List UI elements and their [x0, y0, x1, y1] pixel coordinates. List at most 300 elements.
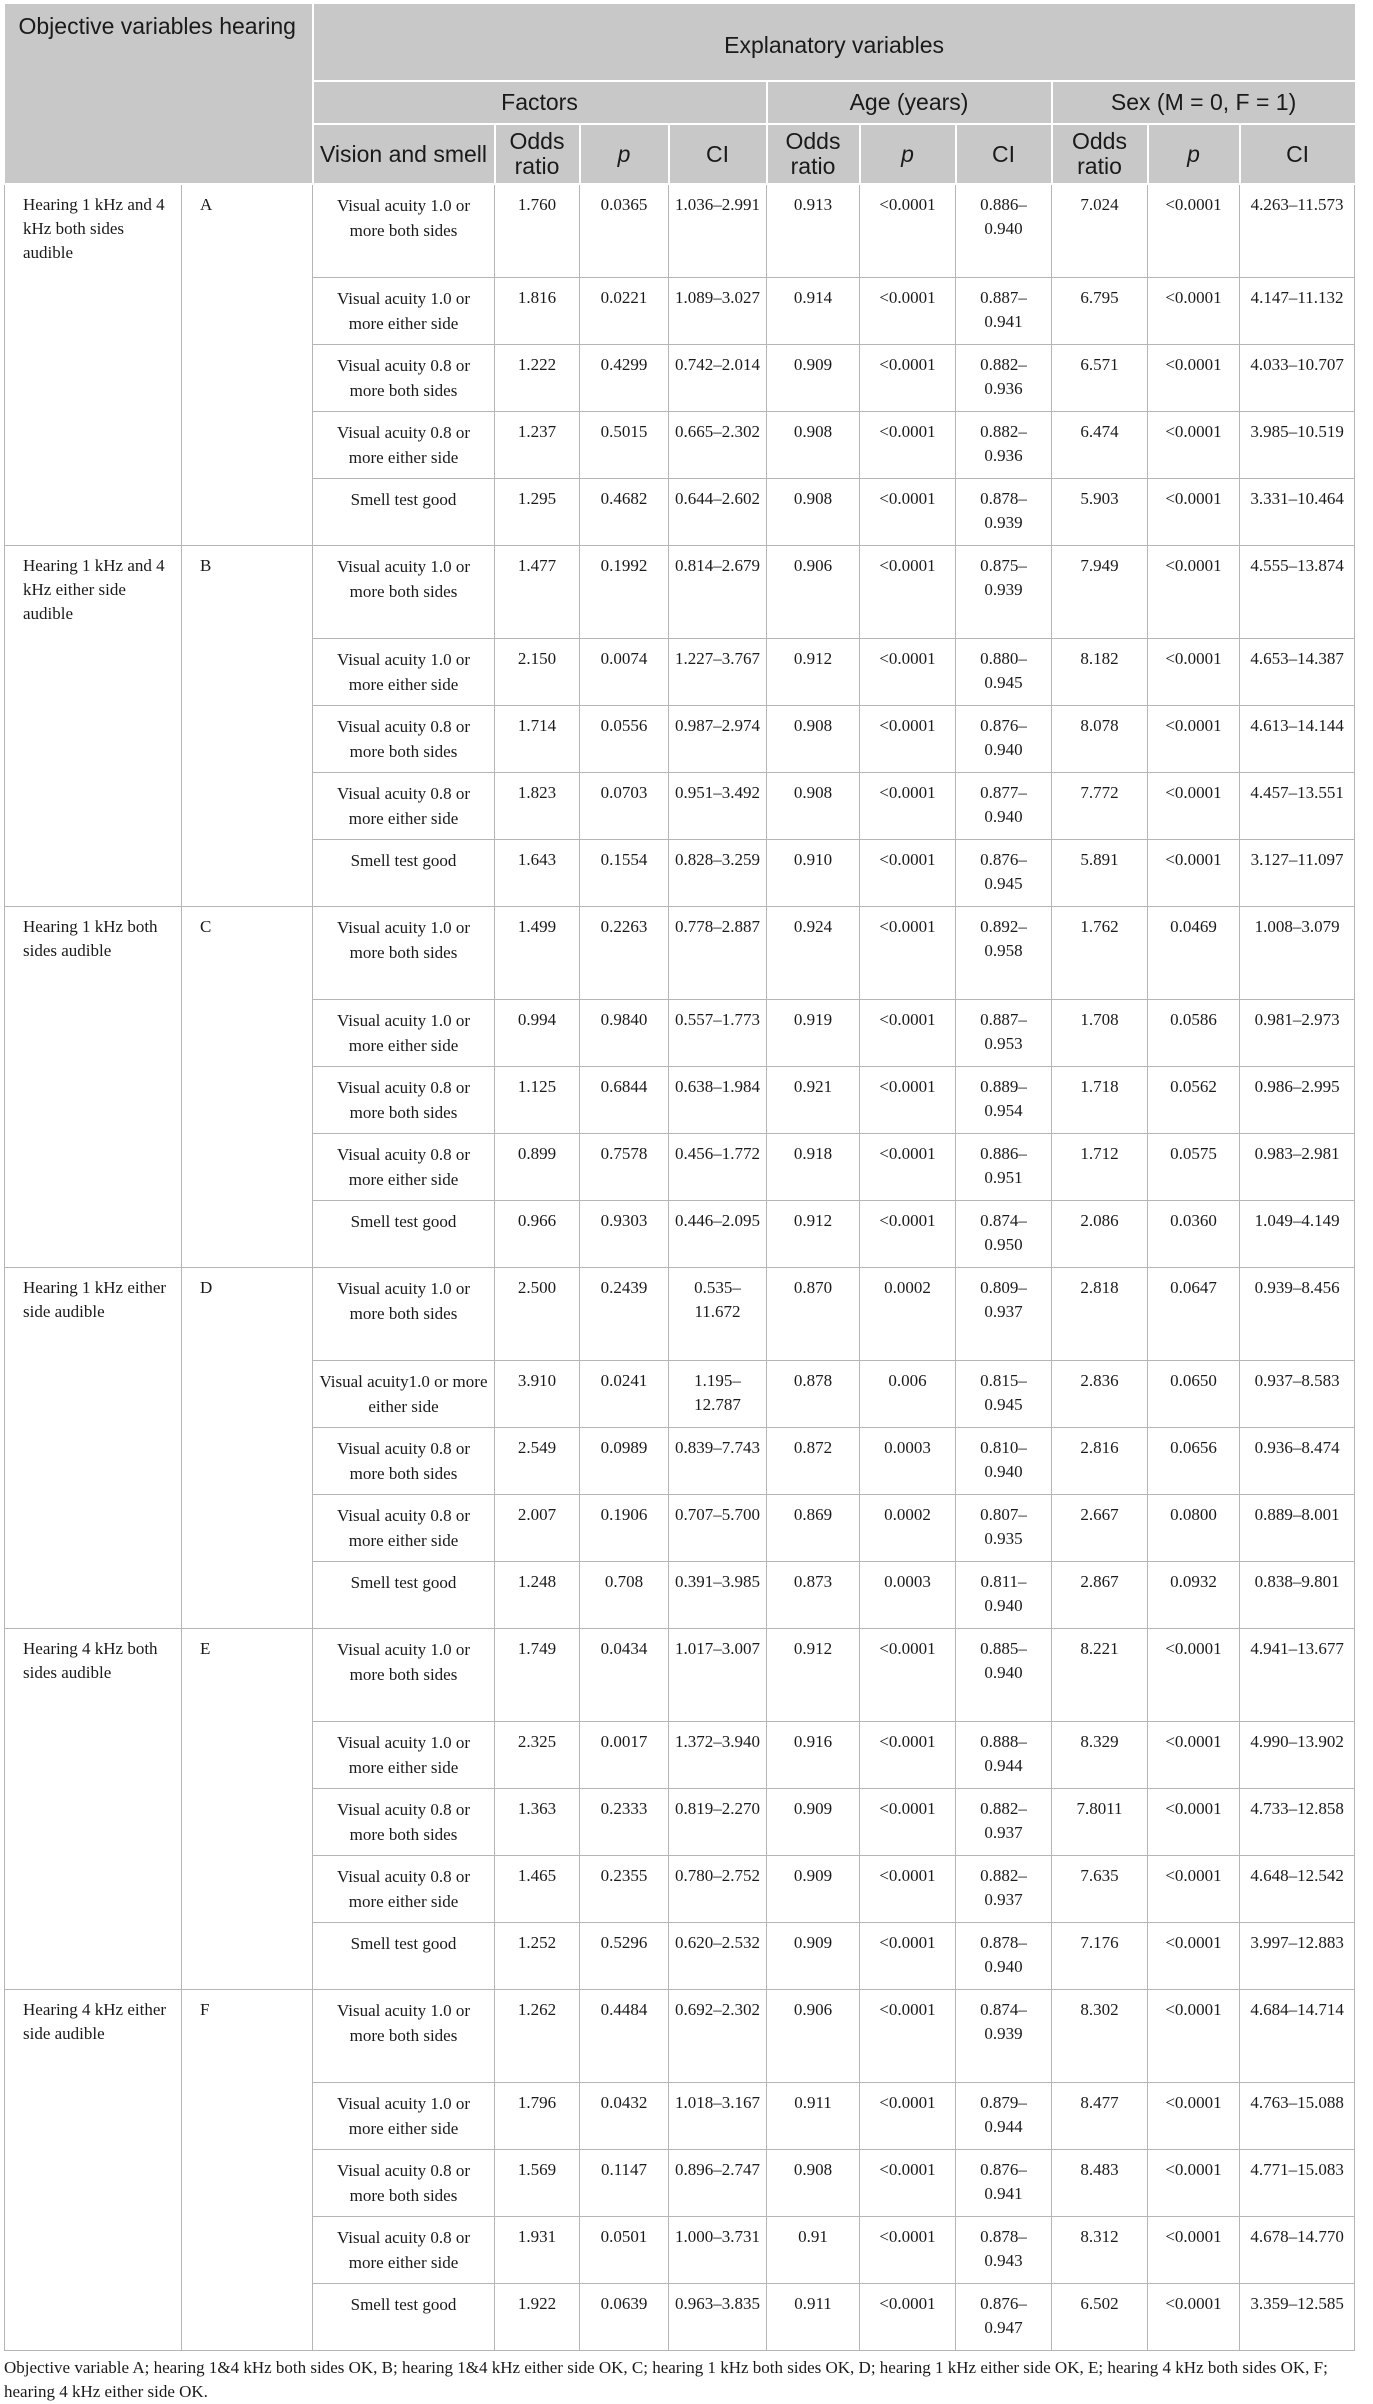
objective-variable-label: D [182, 1268, 313, 1629]
age-ci-cell: 0.882–0.937 [956, 1789, 1052, 1856]
factors-odds-ratio-cell: 1.237 [495, 412, 580, 479]
age-p-value-cell: 0.0003 [860, 1428, 956, 1495]
factors-p-value-cell: 0.4484 [580, 1990, 669, 2083]
age-p-value-cell: <0.0001 [860, 1201, 956, 1268]
table-row [5, 546, 1355, 639]
factors-odds-ratio-cell: 1.823 [495, 773, 580, 840]
factors-odds-ratio-cell: 0.966 [495, 1201, 580, 1268]
factors-odds-ratio-cell: 1.125 [495, 1067, 580, 1134]
sex-odds-ratio-cell: 1.712 [1052, 1134, 1148, 1201]
sex-odds-ratio-cell: 5.903 [1052, 479, 1148, 546]
objective-variable-label: F [182, 1990, 313, 2351]
sex-p-value-cell: 0.0932 [1148, 1562, 1240, 1629]
age-odds-ratio-cell: 0.909 [767, 345, 860, 412]
sex-ci-cell: 0.939–8.456 [1240, 1268, 1355, 1361]
factor-cell: Visual acuity1.0 or more either side [313, 1361, 495, 1428]
sex-p-value-cell: <0.0001 [1148, 1856, 1240, 1923]
factor-cell: Smell test good [313, 1923, 495, 1990]
factors-ci-cell: 0.839–7.743 [669, 1428, 767, 1495]
factors-odds-ratio-cell: 1.499 [495, 907, 580, 1000]
sex-p-value-cell: 0.0650 [1148, 1361, 1240, 1428]
factors-odds-ratio-cell: 1.931 [495, 2217, 580, 2284]
odds-ratio-header: Odds ratio [1052, 124, 1148, 184]
objective-variables-header: Objective variables hearing [5, 4, 313, 184]
sex-ci-cell: 3.997–12.883 [1240, 1923, 1355, 1990]
age-ci-cell: 0.878–0.939 [956, 479, 1052, 546]
sex-p-value-cell: 0.0800 [1148, 1495, 1240, 1562]
age-ci-cell: 0.882–0.937 [956, 1856, 1052, 1923]
factor-cell: Smell test good [313, 2284, 495, 2351]
factor-cell: Visual acuity 1.0 or more either side [313, 1722, 495, 1789]
factor-cell: Visual acuity 1.0 or more either side [313, 639, 495, 706]
age-odds-ratio-cell: 0.908 [767, 706, 860, 773]
p-value-header: p [1148, 124, 1240, 184]
factor-cell: Visual acuity 0.8 or more both sides [313, 1428, 495, 1495]
age-p-value-cell: <0.0001 [860, 1134, 956, 1201]
factors-p-value-cell: 0.1992 [580, 546, 669, 639]
sex-ci-cell: 3.127–11.097 [1240, 840, 1355, 907]
age-odds-ratio-cell: 0.918 [767, 1134, 860, 1201]
sex-odds-ratio-cell: 1.718 [1052, 1067, 1148, 1134]
ci-header: CI [956, 124, 1052, 184]
sex-ci-cell: 4.263–11.573 [1240, 184, 1355, 278]
age-p-value-cell: 0.006 [860, 1361, 956, 1428]
sex-p-value-cell: 0.0469 [1148, 907, 1240, 1000]
factors-p-value-cell: 0.0074 [580, 639, 669, 706]
sex-p-value-cell: 0.0360 [1148, 1201, 1240, 1268]
factor-cell: Smell test good [313, 840, 495, 907]
sex-odds-ratio-cell: 8.312 [1052, 2217, 1148, 2284]
factor-cell: Visual acuity 0.8 or more both sides [313, 345, 495, 412]
factors-p-value-cell: 0.7578 [580, 1134, 669, 1201]
factors-ci-cell: 1.195–12.787 [669, 1361, 767, 1428]
sex-ci-cell: 4.613–14.144 [1240, 706, 1355, 773]
sex-ci-cell: 1.049–4.149 [1240, 1201, 1355, 1268]
sex-p-value-cell: <0.0001 [1148, 546, 1240, 639]
sex-odds-ratio-cell: 5.891 [1052, 840, 1148, 907]
factors-p-value-cell: 0.9840 [580, 1000, 669, 1067]
age-odds-ratio-cell: 0.872 [767, 1428, 860, 1495]
factors-ci-cell: 0.896–2.747 [669, 2150, 767, 2217]
sex-odds-ratio-cell: 7.635 [1052, 1856, 1148, 1923]
factors-ci-cell: 0.707–5.700 [669, 1495, 767, 1562]
sex-odds-ratio-cell: 7.176 [1052, 1923, 1148, 1990]
age-ci-cell: 0.876–0.940 [956, 706, 1052, 773]
age-odds-ratio-cell: 0.914 [767, 278, 860, 345]
odds-ratio-table [4, 4, 1355, 2351]
sex-ci-cell: 4.457–13.551 [1240, 773, 1355, 840]
factors-p-value-cell: 0.0703 [580, 773, 669, 840]
table-row [5, 1990, 1355, 2083]
age-odds-ratio-cell: 0.909 [767, 1856, 860, 1923]
age-odds-ratio-cell: 0.910 [767, 840, 860, 907]
age-p-value-cell: <0.0001 [860, 1067, 956, 1134]
sex-p-value-cell: <0.0001 [1148, 773, 1240, 840]
age-odds-ratio-cell: 0.913 [767, 184, 860, 278]
factors-ci-cell: 1.227–3.767 [669, 639, 767, 706]
sex-p-value-cell: <0.0001 [1148, 1923, 1240, 1990]
age-p-value-cell: <0.0001 [860, 773, 956, 840]
sex-odds-ratio-cell: 7.949 [1052, 546, 1148, 639]
factor-cell: Visual acuity 0.8 or more either side [313, 412, 495, 479]
sex-ci-cell: 0.937–8.583 [1240, 1361, 1355, 1428]
factor-cell: Visual acuity 0.8 or more either side [313, 1856, 495, 1923]
sex-odds-ratio-cell: 7.024 [1052, 184, 1148, 278]
factors-odds-ratio-cell: 1.922 [495, 2284, 580, 2351]
factors-odds-ratio-cell: 1.477 [495, 546, 580, 639]
factors-ci-cell: 0.446–2.095 [669, 1201, 767, 1268]
sex-ci-cell: 4.555–13.874 [1240, 546, 1355, 639]
objective-variable-name: Hearing 4 kHz both sides audible [5, 1629, 182, 1990]
factors-p-value-cell: 0.0434 [580, 1629, 669, 1722]
factor-cell: Visual acuity 0.8 or more either side [313, 1495, 495, 1562]
sex-p-value-cell: <0.0001 [1148, 345, 1240, 412]
factors-p-value-cell: 0.0639 [580, 2284, 669, 2351]
sex-p-value-cell: 0.0586 [1148, 1000, 1240, 1067]
factors-odds-ratio-cell: 1.796 [495, 2083, 580, 2150]
sex-ci-cell: 0.981–2.973 [1240, 1000, 1355, 1067]
age-odds-ratio-cell: 0.906 [767, 1990, 860, 2083]
age-ci-cell: 0.879–0.944 [956, 2083, 1052, 2150]
objective-variable-name: Hearing 1 kHz both sides audible [5, 907, 182, 1268]
age-ci-cell: 0.807–0.935 [956, 1495, 1052, 1562]
factors-odds-ratio-cell: 2.500 [495, 1268, 580, 1361]
sex-odds-ratio-cell: 6.502 [1052, 2284, 1148, 2351]
sex-odds-ratio-cell: 2.836 [1052, 1361, 1148, 1428]
factors-odds-ratio-cell: 1.465 [495, 1856, 580, 1923]
factor-cell: Visual acuity 1.0 or more both sides [313, 907, 495, 1000]
sex-odds-ratio-cell: 8.302 [1052, 1990, 1148, 2083]
table-footnote: Objective variable A; hearing 1&4 kHz both sides OK, B; hearing 1&4 kHz either side OK, C; hearing 1 kHz both sides OK, D; hearing 1 kHz either side OK, E; hearing 4 kHz both sides OK, F; hearing 4 kHz either side OK. [4, 2358, 1328, 2401]
age-odds-ratio-cell: 0.924 [767, 907, 860, 1000]
factor-cell: Smell test good [313, 1201, 495, 1268]
factors-ci-cell: 1.036–2.991 [669, 184, 767, 278]
factors-p-value-cell: 0.6844 [580, 1067, 669, 1134]
factor-cell: Visual acuity 1.0 or more both sides [313, 1629, 495, 1722]
factor-cell: Visual acuity 1.0 or more both sides [313, 1990, 495, 2083]
factors-p-value-cell: 0.2333 [580, 1789, 669, 1856]
age-p-value-cell: <0.0001 [860, 1722, 956, 1789]
objective-variable-name: Hearing 1 kHz and 4 kHz either side audible [5, 546, 182, 907]
age-ci-cell: 0.809–0.937 [956, 1268, 1052, 1361]
factors-ci-cell: 0.557–1.773 [669, 1000, 767, 1067]
table-row [5, 1268, 1355, 1361]
age-ci-cell: 0.876–0.945 [956, 840, 1052, 907]
age-ci-cell: 0.889–0.954 [956, 1067, 1052, 1134]
age-p-value-cell: <0.0001 [860, 1856, 956, 1923]
factors-ci-cell: 1.372–3.940 [669, 1722, 767, 1789]
table-row [5, 907, 1355, 1000]
objective-variable-label: B [182, 546, 313, 907]
vision-smell-header: Vision and smell [313, 124, 495, 184]
age-p-value-cell: 0.0002 [860, 1495, 956, 1562]
sex-p-value-cell: <0.0001 [1148, 184, 1240, 278]
sex-ci-cell: 0.936–8.474 [1240, 1428, 1355, 1495]
age-odds-ratio-cell: 0.912 [767, 1629, 860, 1722]
factors-p-value-cell: 0.708 [580, 1562, 669, 1629]
sex-p-value-cell: <0.0001 [1148, 412, 1240, 479]
sex-odds-ratio-cell: 7.8011 [1052, 1789, 1148, 1856]
factors-odds-ratio-cell: 1.643 [495, 840, 580, 907]
factor-cell: Visual acuity 0.8 or more either side [313, 773, 495, 840]
objective-variable-label: A [182, 184, 313, 546]
age-p-value-cell: <0.0001 [860, 412, 956, 479]
age-ci-cell: 0.880–0.945 [956, 639, 1052, 706]
factors-odds-ratio-cell: 1.760 [495, 184, 580, 278]
age-p-value-cell: 0.0002 [860, 1268, 956, 1361]
age-odds-ratio-cell: 0.91 [767, 2217, 860, 2284]
age-ci-cell: 0.886–0.940 [956, 184, 1052, 278]
age-odds-ratio-cell: 0.878 [767, 1361, 860, 1428]
sex-odds-ratio-cell: 8.477 [1052, 2083, 1148, 2150]
factors-p-value-cell: 0.0241 [580, 1361, 669, 1428]
sex-header: Sex (M = 0, F = 1) [1052, 81, 1355, 124]
factors-odds-ratio-cell: 1.816 [495, 278, 580, 345]
factors-ci-cell: 1.017–3.007 [669, 1629, 767, 1722]
age-ci-cell: 0.810–0.940 [956, 1428, 1052, 1495]
age-ci-cell: 0.887–0.941 [956, 278, 1052, 345]
table-header [5, 4, 1355, 184]
factors-odds-ratio-cell: 1.262 [495, 1990, 580, 2083]
factors-ci-cell: 0.987–2.974 [669, 706, 767, 773]
factors-ci-cell: 0.644–2.602 [669, 479, 767, 546]
age-p-value-cell: <0.0001 [860, 278, 956, 345]
factors-p-value-cell: 0.0501 [580, 2217, 669, 2284]
sex-ci-cell: 4.678–14.770 [1240, 2217, 1355, 2284]
factors-p-value-cell: 0.0989 [580, 1428, 669, 1495]
age-ci-cell: 0.886–0.951 [956, 1134, 1052, 1201]
age-ci-cell: 0.892–0.958 [956, 907, 1052, 1000]
factors-p-value-cell: 0.9303 [580, 1201, 669, 1268]
factors-p-value-cell: 0.1147 [580, 2150, 669, 2217]
sex-p-value-cell: <0.0001 [1148, 1990, 1240, 2083]
table-row [5, 184, 1355, 278]
age-p-value-cell: <0.0001 [860, 184, 956, 278]
factor-cell: Visual acuity 0.8 or more both sides [313, 706, 495, 773]
factors-odds-ratio-cell: 2.325 [495, 1722, 580, 1789]
factors-p-value-cell: 0.5296 [580, 1923, 669, 1990]
age-ci-cell: 0.882–0.936 [956, 345, 1052, 412]
sex-ci-cell: 4.653–14.387 [1240, 639, 1355, 706]
age-odds-ratio-cell: 0.873 [767, 1562, 860, 1629]
age-p-value-cell: <0.0001 [860, 2217, 956, 2284]
sex-ci-cell: 4.733–12.858 [1240, 1789, 1355, 1856]
factors-odds-ratio-cell: 1.749 [495, 1629, 580, 1722]
age-ci-cell: 0.877–0.940 [956, 773, 1052, 840]
factors-p-value-cell: 0.2439 [580, 1268, 669, 1361]
age-p-value-cell: <0.0001 [860, 907, 956, 1000]
factors-ci-cell: 0.692–2.302 [669, 1990, 767, 2083]
age-odds-ratio-cell: 0.906 [767, 546, 860, 639]
sex-ci-cell: 3.359–12.585 [1240, 2284, 1355, 2351]
sex-ci-cell: 4.763–15.088 [1240, 2083, 1355, 2150]
sex-p-value-cell: <0.0001 [1148, 2284, 1240, 2351]
sex-p-value-cell: <0.0001 [1148, 706, 1240, 773]
ci-header: CI [669, 124, 767, 184]
sex-p-value-cell: 0.0562 [1148, 1067, 1240, 1134]
objective-variable-label: C [182, 907, 313, 1268]
sex-odds-ratio-cell: 2.816 [1052, 1428, 1148, 1495]
factors-p-value-cell: 0.4299 [580, 345, 669, 412]
objective-variable-name: Hearing 4 kHz either side audible [5, 1990, 182, 2351]
age-p-value-cell: <0.0001 [860, 706, 956, 773]
objective-variable-label: E [182, 1629, 313, 1990]
sex-ci-cell: 3.985–10.519 [1240, 412, 1355, 479]
odds-ratio-header: Odds ratio [495, 124, 580, 184]
sex-p-value-cell: <0.0001 [1148, 1789, 1240, 1856]
factors-ci-cell: 0.391–3.985 [669, 1562, 767, 1629]
factors-odds-ratio-cell: 3.910 [495, 1361, 580, 1428]
age-ci-cell: 0.876–0.941 [956, 2150, 1052, 2217]
factors-p-value-cell: 0.0556 [580, 706, 669, 773]
sex-ci-cell: 4.941–13.677 [1240, 1629, 1355, 1722]
factors-ci-cell: 0.742–2.014 [669, 345, 767, 412]
factors-odds-ratio-cell: 1.569 [495, 2150, 580, 2217]
age-p-value-cell: <0.0001 [860, 1789, 956, 1856]
factors-p-value-cell: 0.1906 [580, 1495, 669, 1562]
ci-header: CI [1240, 124, 1355, 184]
sex-p-value-cell: 0.0647 [1148, 1268, 1240, 1361]
sex-p-value-cell: <0.0001 [1148, 1629, 1240, 1722]
age-odds-ratio-cell: 0.911 [767, 2083, 860, 2150]
age-odds-ratio-cell: 0.908 [767, 2150, 860, 2217]
sex-p-value-cell: <0.0001 [1148, 278, 1240, 345]
factors-p-value-cell: 0.2263 [580, 907, 669, 1000]
sex-ci-cell: 4.147–11.132 [1240, 278, 1355, 345]
age-odds-ratio-cell: 0.909 [767, 1789, 860, 1856]
sex-p-value-cell: <0.0001 [1148, 2083, 1240, 2150]
factor-cell: Visual acuity 1.0 or more either side [313, 2083, 495, 2150]
age-odds-ratio-cell: 0.921 [767, 1067, 860, 1134]
factors-p-value-cell: 0.1554 [580, 840, 669, 907]
factors-odds-ratio-cell: 1.295 [495, 479, 580, 546]
factors-odds-ratio-cell: 2.150 [495, 639, 580, 706]
sex-odds-ratio-cell: 1.762 [1052, 907, 1148, 1000]
sex-odds-ratio-cell: 8.221 [1052, 1629, 1148, 1722]
results-table-container [4, 4, 1354, 2404]
sex-p-value-cell: <0.0001 [1148, 2217, 1240, 2284]
factors-header: Factors [313, 81, 767, 124]
sex-ci-cell: 0.983–2.981 [1240, 1134, 1355, 1201]
factor-cell: Visual acuity 1.0 or more either side [313, 1000, 495, 1067]
age-p-value-cell: <0.0001 [860, 345, 956, 412]
table-body [5, 184, 1355, 2351]
factors-ci-cell: 1.000–3.731 [669, 2217, 767, 2284]
sex-odds-ratio-cell: 8.078 [1052, 706, 1148, 773]
sex-ci-cell: 4.033–10.707 [1240, 345, 1355, 412]
sex-odds-ratio-cell: 2.867 [1052, 1562, 1148, 1629]
p-value-header: p [860, 124, 956, 184]
factor-cell: Visual acuity 1.0 or more both sides [313, 546, 495, 639]
sex-ci-cell: 0.889–8.001 [1240, 1495, 1355, 1562]
sex-ci-cell: 3.331–10.464 [1240, 479, 1355, 546]
age-p-value-cell: <0.0001 [860, 546, 956, 639]
age-p-value-cell: <0.0001 [860, 2083, 956, 2150]
factors-odds-ratio-cell: 1.248 [495, 1562, 580, 1629]
factor-cell: Visual acuity 1.0 or more either side [313, 278, 495, 345]
factors-ci-cell: 0.963–3.835 [669, 2284, 767, 2351]
age-odds-ratio-cell: 0.912 [767, 639, 860, 706]
factors-p-value-cell: 0.0432 [580, 2083, 669, 2150]
age-ci-cell: 0.885–0.940 [956, 1629, 1052, 1722]
factor-cell: Visual acuity 1.0 or more both sides [313, 184, 495, 278]
factors-odds-ratio-cell: 2.549 [495, 1428, 580, 1495]
factors-ci-cell: 0.638–1.984 [669, 1067, 767, 1134]
factor-cell: Visual acuity 0.8 or more either side [313, 2217, 495, 2284]
age-p-value-cell: <0.0001 [860, 1990, 956, 2083]
factor-cell: Visual acuity 0.8 or more both sides [313, 2150, 495, 2217]
factors-ci-cell: 0.535–11.672 [669, 1268, 767, 1361]
factors-p-value-cell: 0.5015 [580, 412, 669, 479]
age-ci-cell: 0.878–0.943 [956, 2217, 1052, 2284]
age-ci-cell: 0.876–0.947 [956, 2284, 1052, 2351]
odds-ratio-header: Odds ratio [767, 124, 860, 184]
sex-ci-cell: 4.648–12.542 [1240, 1856, 1355, 1923]
age-p-value-cell: <0.0001 [860, 840, 956, 907]
factor-cell: Smell test good [313, 479, 495, 546]
factors-ci-cell: 0.828–3.259 [669, 840, 767, 907]
sex-odds-ratio-cell: 2.086 [1052, 1201, 1148, 1268]
factors-odds-ratio-cell: 0.994 [495, 1000, 580, 1067]
sex-p-value-cell: 0.0656 [1148, 1428, 1240, 1495]
age-odds-ratio-cell: 0.870 [767, 1268, 860, 1361]
factors-ci-cell: 0.620–2.532 [669, 1923, 767, 1990]
age-odds-ratio-cell: 0.911 [767, 2284, 860, 2351]
age-odds-ratio-cell: 0.919 [767, 1000, 860, 1067]
sex-odds-ratio-cell: 6.795 [1052, 278, 1148, 345]
age-p-value-cell: <0.0001 [860, 1923, 956, 1990]
age-p-value-cell: <0.0001 [860, 479, 956, 546]
factors-odds-ratio-cell: 1.714 [495, 706, 580, 773]
objective-variable-name: Hearing 1 kHz and 4 kHz both sides audible [5, 184, 182, 546]
sex-ci-cell: 1.008–3.079 [1240, 907, 1355, 1000]
sex-p-value-cell: <0.0001 [1148, 840, 1240, 907]
age-ci-cell: 0.878–0.940 [956, 1923, 1052, 1990]
factors-p-value-cell: 0.0017 [580, 1722, 669, 1789]
age-p-value-cell: <0.0001 [860, 639, 956, 706]
sex-ci-cell: 0.986–2.995 [1240, 1067, 1355, 1134]
age-ci-cell: 0.815–0.945 [956, 1361, 1052, 1428]
factor-cell: Visual acuity 0.8 or more both sides [313, 1067, 495, 1134]
sex-odds-ratio-cell: 6.474 [1052, 412, 1148, 479]
sex-ci-cell: 4.990–13.902 [1240, 1722, 1355, 1789]
age-p-value-cell: <0.0001 [860, 1629, 956, 1722]
factors-odds-ratio-cell: 1.222 [495, 345, 580, 412]
factors-ci-cell: 0.456–1.772 [669, 1134, 767, 1201]
age-odds-ratio-cell: 0.912 [767, 1201, 860, 1268]
factors-ci-cell: 0.780–2.752 [669, 1856, 767, 1923]
objective-variable-name: Hearing 1 kHz either side audible [5, 1268, 182, 1629]
age-p-value-cell: <0.0001 [860, 1000, 956, 1067]
age-p-value-cell: <0.0001 [860, 2150, 956, 2217]
sex-odds-ratio-cell: 2.818 [1052, 1268, 1148, 1361]
sex-odds-ratio-cell: 8.182 [1052, 639, 1148, 706]
age-ci-cell: 0.882–0.936 [956, 412, 1052, 479]
age-p-value-cell: 0.0003 [860, 1562, 956, 1629]
age-odds-ratio-cell: 0.908 [767, 412, 860, 479]
age-p-value-cell: <0.0001 [860, 2284, 956, 2351]
age-odds-ratio-cell: 0.869 [767, 1495, 860, 1562]
factors-odds-ratio-cell: 2.007 [495, 1495, 580, 1562]
table-row [5, 1629, 1355, 1722]
age-odds-ratio-cell: 0.908 [767, 479, 860, 546]
factors-ci-cell: 1.018–3.167 [669, 2083, 767, 2150]
explanatory-variables-header: Explanatory variables [313, 4, 1355, 81]
factors-ci-cell: 1.089–3.027 [669, 278, 767, 345]
age-odds-ratio-cell: 0.909 [767, 1923, 860, 1990]
factors-ci-cell: 0.814–2.679 [669, 546, 767, 639]
factors-odds-ratio-cell: 1.252 [495, 1923, 580, 1990]
